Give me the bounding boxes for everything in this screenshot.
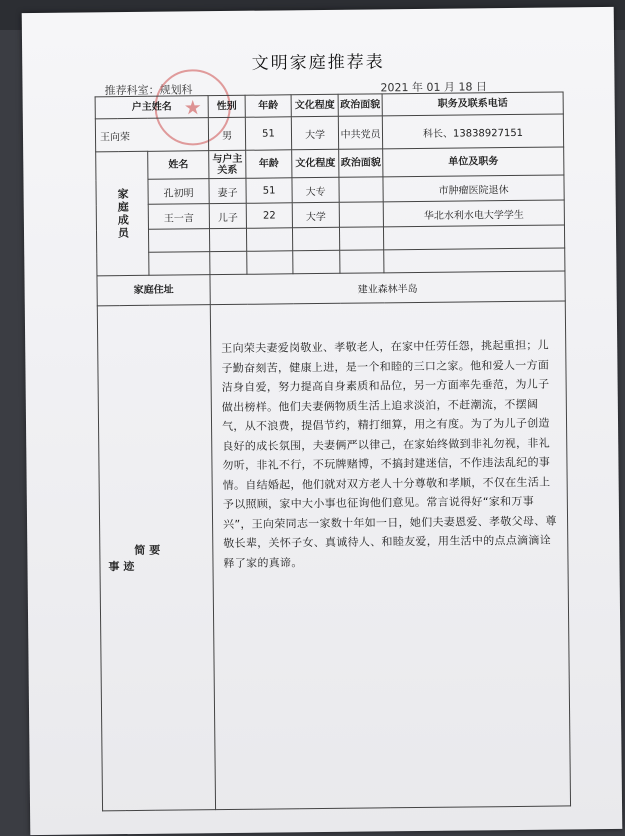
age-header: 年龄 — [245, 95, 291, 117]
politics-header: 政治面貌 — [338, 94, 382, 116]
member-politics — [339, 202, 383, 227]
member-politics — [339, 177, 383, 202]
recommendation-table — [95, 91, 571, 811]
story-row — [97, 301, 570, 811]
member-relation: 妻子 — [209, 178, 246, 203]
members-label: 家庭成员 — [116, 187, 130, 240]
head-name-header: 户主姓名 — [95, 96, 208, 119]
member-education: 大学 — [292, 202, 339, 227]
form-date: 2021 年 01 月 18 日 — [380, 80, 488, 95]
member-name: 孔初明 — [148, 179, 209, 205]
address-row — [97, 271, 565, 306]
story-label-line1: 简 要 — [134, 543, 161, 557]
address-label: 家庭住址 — [97, 275, 210, 306]
relation-header: 与户主关系 — [209, 150, 246, 178]
member-unit: 市肿瘤医院退休 — [383, 175, 564, 202]
recommender-label: 推荐科室： — [104, 83, 160, 98]
official-seal: ★ — [154, 69, 231, 146]
head-job-phone: 科长、13838927151 — [382, 114, 563, 149]
education-header: 文化程度 — [291, 94, 338, 116]
unit-header: 单位及职务 — [383, 147, 564, 177]
head-education: 大学 — [291, 116, 338, 149]
head-age: 51 — [245, 117, 291, 150]
member-age: 51 — [246, 178, 292, 203]
member-politics-header: 政治面貌 — [339, 149, 383, 177]
members-label-cell — [96, 151, 149, 276]
recommender-value: 规划科 — [159, 83, 193, 97]
member-age: 22 — [246, 203, 292, 228]
form-paper — [22, 7, 623, 835]
gender-header: 性别 — [208, 95, 245, 117]
member-name-header: 姓名 — [148, 151, 209, 180]
address-value: 建业森林半岛 — [210, 271, 565, 305]
member-unit: 华北水利水电大学学生 — [383, 200, 564, 227]
member-relation: 儿子 — [209, 203, 246, 228]
story-label-line2: 事 迹 — [108, 559, 135, 574]
job-phone-header: 职务及联系电话 — [382, 92, 563, 116]
story-text: 王向荣夫妻爱岗敬业、孝敬老人，在家中任劳任怨，挑起重担；儿子勤奋刻苦，健康上进，是一个和睦的三口之家。他和爱人一方面洁身自爱，努力提高自身素质和品位，另一方面率先垂范，为儿子做出榜样。他们夫妻俩物质生活上追求淡泊，不赶潮流，不摆阔气，从不浪费，提倡节约，精打细算，用之有度。为了为儿子创造良好的成长氛围，夫妻俩严以律己，在家始终做到非礼勿视，非礼勿听，非礼不行，不玩牌赌博，不搞封建迷信，不作违法乱纪的事情。自结婚起，他们就对双方老人十分尊敬和孝顺，不仅在生活上予以照顾，家中大小事也征询他们意见。常言说得好“家和万事兴”，王向荣同志一家数十年如一日，她们夫妻恩爱、孝敬父母、尊敬长辈，关怀子女、真诚待人、和睦友爱，用生活中的点点滴滴诠释了家的真谛。 — [210, 301, 570, 810]
member-age-header: 年龄 — [246, 150, 292, 178]
head-politics: 中共党员 — [338, 116, 382, 149]
head-gender: 男 — [208, 117, 245, 150]
head-row — [95, 114, 563, 152]
story-label-cell — [97, 305, 215, 811]
member-name: 王一言 — [148, 204, 209, 230]
head-name: 王向荣 — [95, 118, 208, 152]
form-title: 文明家庭推荐表 — [251, 52, 385, 74]
member-education-header: 文化程度 — [292, 149, 339, 177]
member-education: 大专 — [292, 177, 339, 202]
